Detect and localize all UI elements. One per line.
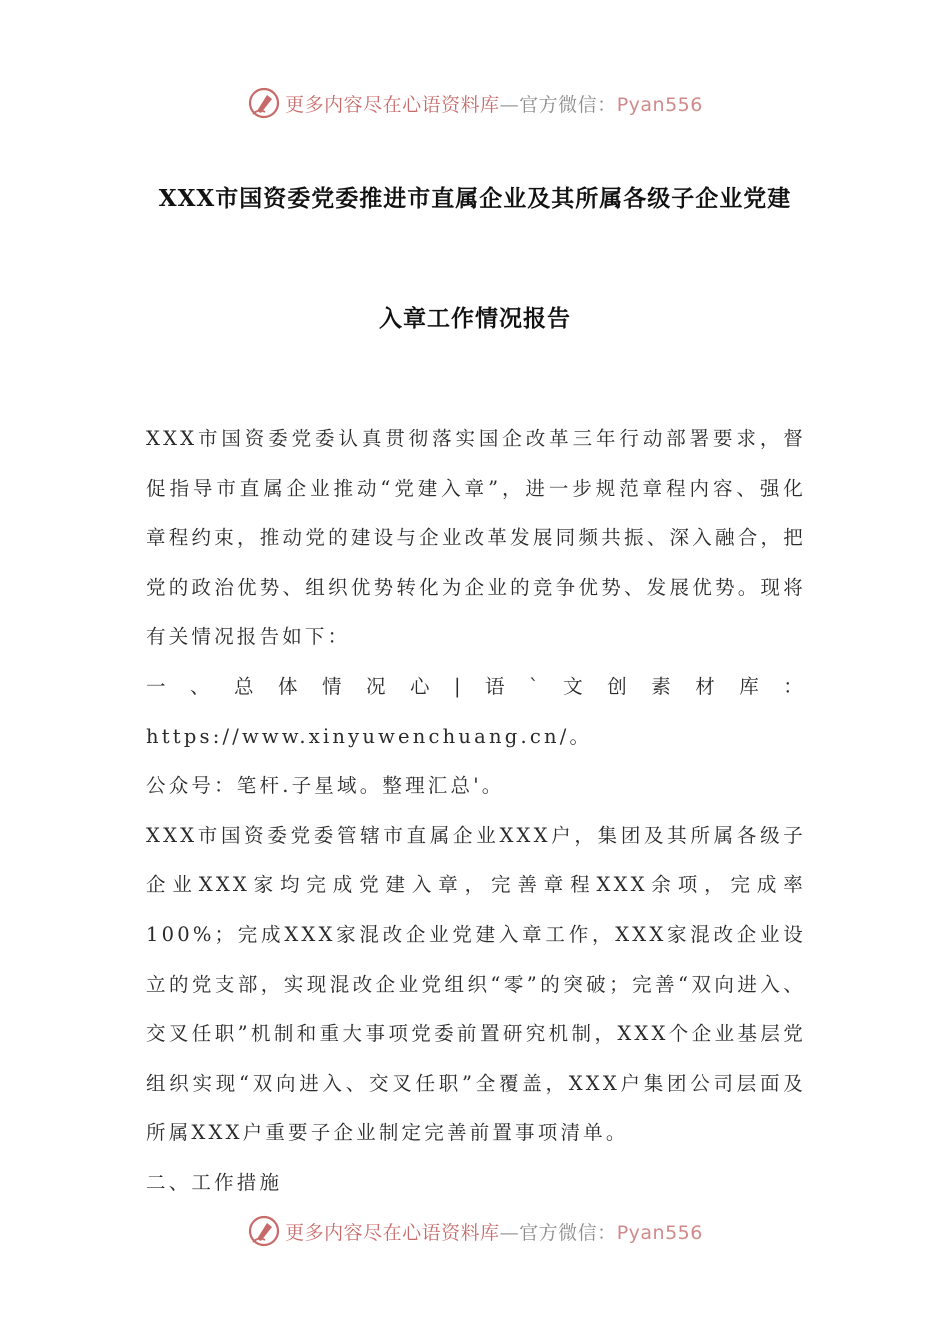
watermark-sep: — [499, 1221, 520, 1244]
watermark-sep: — [499, 93, 520, 116]
watermark-wx-label: 官方微信： [519, 93, 617, 116]
watermark-wx-id: Pyan556 [616, 1221, 703, 1244]
watermark-wx-label: 官方微信： [519, 1221, 617, 1244]
document-body [146, 414, 806, 1208]
watermark-wx-id: Pyan556 [616, 93, 703, 116]
document-title-line1: XXX市国资委党委推进市直属企业及其所属各级子企业党建 [158, 185, 792, 212]
watermark-text [285, 90, 703, 117]
watermark-main: 更多内容尽在心语资料库 [285, 93, 500, 116]
document-title-line2: 入章工作情况报告 [379, 305, 571, 332]
watermark-text [285, 1218, 703, 1245]
watermark-main: 更多内容尽在心语资料库 [285, 1221, 500, 1244]
pen-nib-logo-icon [247, 86, 281, 120]
paragraph-wechat-note: 公众号：笔杆.子星域。整理汇总'。 [146, 774, 505, 798]
paragraph-overview: XXX市国资委党委管辖市直属企业XXX户，集团及其所属各级子企业XXX家均完成党建入章，完善章程XXX余项，完成率100%；完成XXX家混改企业党建入章工作，XXX家混改企业设立的党支部，实现混改企业党组织“零”的突破；完善“双向进入、交叉任职”机制和重大事项党委前置研究机制，XXX个企业基层党组织实现“双向进入、交叉任职”全覆盖，XXX户集团公司层面及所属XXX户重要子企业制定完善前置事项清单。 [146, 823, 806, 1145]
paragraph-section2-heading: 二、工作措施 [146, 1170, 283, 1194]
watermark-banner-bottom [0, 1211, 950, 1251]
paragraph-section1-heading: 一、总体情况心|语`文创素材库：https://www.xinyuwenchuang.cn/。 [146, 674, 806, 748]
paragraph-intro: XXX市国资委党委认真贯彻落实国企改革三年行动部署要求，督促指导市直属企业推动“党建入章”，进一步规范章程内容、强化章程约束，推动党的建设与企业改革发展同频共振、深入融合，把党的政治优势、组织优势转化为企业的竞争优势、发展优势。现将有关情况报告如下： [146, 427, 806, 649]
watermark-banner-top [0, 83, 950, 123]
pen-nib-logo-icon [247, 1214, 281, 1248]
